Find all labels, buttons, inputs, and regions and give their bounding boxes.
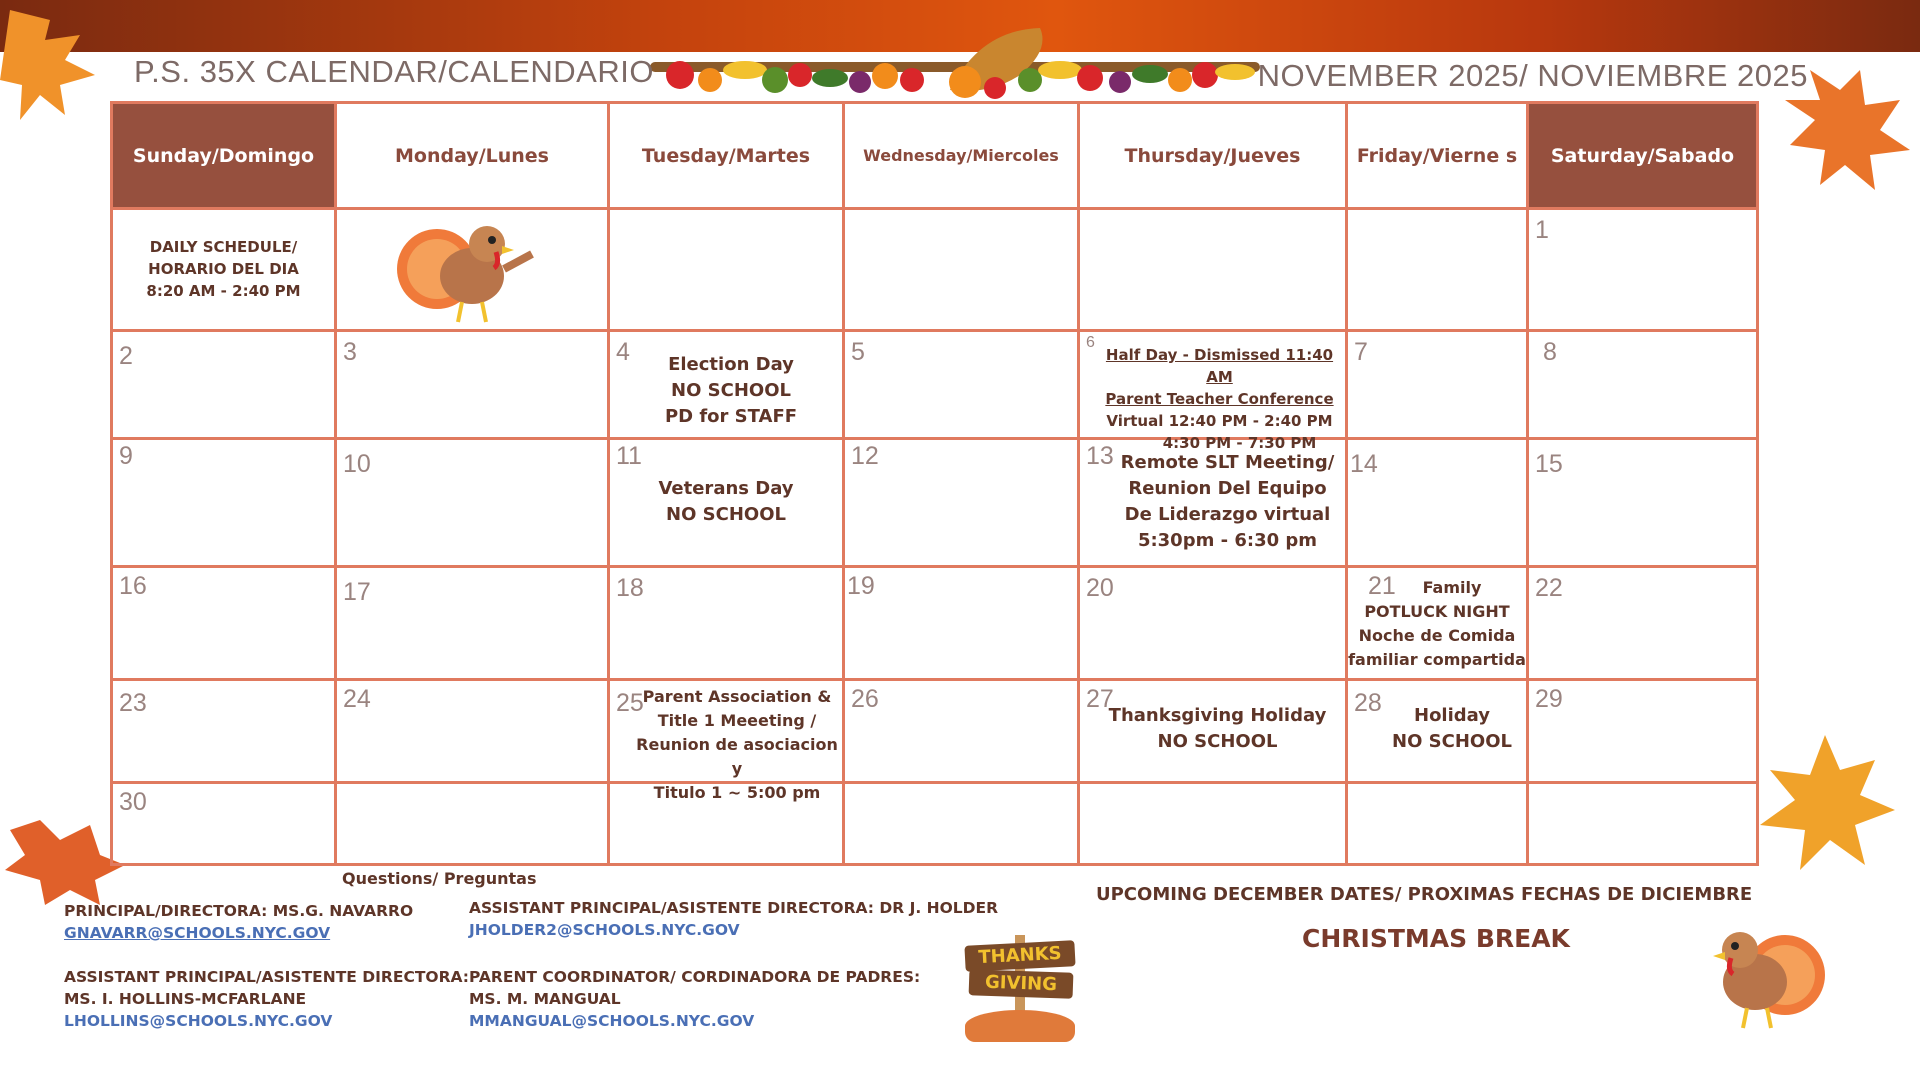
day-number: 11 (616, 442, 642, 470)
day-number: 4 (616, 338, 630, 366)
month-title: NOVEMBER 2025/ NOVIEMBRE 2025 (1257, 58, 1808, 93)
day-cell (609, 783, 844, 865)
day-number: 5 (851, 338, 865, 366)
weekday-header: Friday/Vierne s (1347, 103, 1528, 209)
questions-label: Questions/ Preguntas (342, 869, 537, 888)
day-cell (1347, 331, 1528, 439)
weekday-header: Thursday/Jueves (1079, 103, 1347, 209)
maple-leaf-icon (1750, 730, 1900, 880)
day-number: 25 (616, 689, 644, 717)
day-cell (336, 209, 609, 331)
parent-coordinator-contact: PARENT COORDINATOR/ CORDINADORA DE PADRES: MS. M. MANGUAL MMANGUAL@SCHOOLS.NYC.GOV (469, 968, 921, 1030)
day-number: 16 (119, 572, 147, 600)
day-number: 7 (1354, 338, 1368, 366)
day-number: 18 (616, 574, 644, 602)
day-number: 1 (1535, 216, 1549, 244)
day-cell (336, 331, 609, 439)
principal-contact: PRINCIPAL/DIRECTORA: MS.G. NAVARRO GNAVARR@SCHOOLS.NYC.GOV (64, 902, 414, 942)
assistant-principal-2-contact: ASSISTANT PRINCIPAL/ASISTENTE DIRECTORA: DR J. HOLDER JHOLDER2@SCHOOLS.NYC.GOV (469, 899, 999, 939)
day-cell (609, 331, 844, 439)
day-cell (844, 331, 1079, 439)
day-cell (112, 567, 336, 680)
day-number: 12 (851, 442, 879, 470)
day-cell (844, 209, 1079, 331)
day-cell (1079, 783, 1347, 865)
weekday-header: Saturday/Sabado (1528, 103, 1758, 209)
day-cell (336, 439, 609, 567)
day-cell (1347, 783, 1528, 865)
day-cell (1079, 331, 1347, 452)
event-slt-meeting: Remote SLT Meeting/ Reunion Del Equipo De Liderazgo virtual 5:30pm - 6:30 pm (1120, 452, 1335, 551)
cornucopia-icon (650, 20, 1260, 110)
thanksgiving-sign-icon: THANKS GIVING (955, 925, 1085, 1050)
day-number: 21 (1368, 572, 1396, 600)
event-election-day: Election Day NO SCHOOL PD for STAFF (664, 354, 798, 427)
day-cell (112, 680, 336, 783)
day-cell (1347, 680, 1528, 783)
day-number: 2 (119, 342, 133, 370)
upcoming-dates-title: UPCOMING DECEMBER DATES/ PROXIMAS FECHAS DE DICIEMBRE (1096, 884, 1753, 905)
day-number: 9 (119, 442, 133, 470)
day-number: 23 (119, 689, 147, 717)
assistant-principal-1-contact: ASSISTANT PRINCIPAL/ASISTENTE DIRECTORA: MS. I. HOLLINS-MCFARLANE LHOLLINS@SCHOOLS.NYC.GOV (64, 968, 469, 1030)
event-thanksgiving-holiday: Thanksgiving Holiday NO SCHOOL (1108, 705, 1327, 752)
weekday-header: Monday/Lunes (336, 103, 609, 209)
day-number: 3 (343, 338, 357, 366)
daily-schedule: DAILY SCHEDULE/ HORARIO DEL DIA 8:20 AM - 2:40 PM (146, 238, 301, 300)
day-number: 15 (1535, 450, 1563, 478)
day-number: 20 (1086, 574, 1114, 602)
event-half-day: Half Day - Dismissed 11:40 AM Parent Teacher Conference Virtual 12:40 PM - 2:40 PM 4:30 PM - 7:30 PM (1105, 346, 1334, 452)
calendar-grid (110, 101, 1759, 866)
day-cell (1528, 680, 1758, 783)
day-number: 6 (1086, 334, 1095, 351)
day-cell (609, 567, 844, 680)
event-parent-association: Parent Association & Title 1 Meeeting / Reunion de asociacion y Titulo 1 ~ 5:00 pm (636, 687, 838, 802)
day-cell (1528, 439, 1758, 567)
principal-email-link[interactable]: GNAVARR@SCHOOLS.NYC.GOV (64, 924, 331, 942)
day-number: 10 (343, 450, 371, 478)
turkey-icon (392, 214, 542, 326)
day-cell (1347, 209, 1528, 331)
day-cell (609, 439, 844, 567)
day-cell (844, 439, 1079, 567)
day-cell (844, 567, 1079, 680)
day-cell (112, 331, 336, 439)
day-cell (1347, 567, 1528, 680)
pc-email-link[interactable]: MMANGUAL@SCHOOLS.NYC.GOV (469, 1012, 755, 1030)
day-number: 29 (1535, 685, 1563, 713)
day-number: 30 (119, 788, 147, 816)
day-number: 28 (1354, 689, 1382, 717)
day-number: 24 (343, 685, 371, 713)
calendar-title: P.S. 35X CALENDAR/CALENDARIO (134, 54, 654, 89)
day-cell (844, 783, 1079, 865)
event-veterans-day: Veterans Day NO SCHOOL (658, 478, 794, 525)
day-cell (1079, 209, 1347, 331)
day-cell (1347, 439, 1528, 567)
event-potluck-night: Family POTLUCK NIGHT Noche de Comida familiar compartida (1348, 578, 1526, 669)
day-number: 14 (1350, 450, 1378, 478)
day-cell (112, 439, 336, 567)
maple-leaf-icon (0, 0, 120, 140)
day-number: 19 (847, 572, 875, 600)
day-cell (844, 680, 1079, 783)
weekday-header: Wednesday/Miercoles (844, 103, 1079, 209)
day-cell (1079, 439, 1347, 567)
day-cell (1528, 567, 1758, 680)
day-cell (609, 680, 844, 802)
event-holiday: Holiday NO SCHOOL (1392, 705, 1512, 752)
christmas-break-label: CHRISTMAS BREAK (1302, 924, 1570, 953)
weekday-header: Sunday/Domingo (112, 103, 336, 209)
weekday-header: Tuesday/Martes (609, 103, 844, 209)
day-cell (336, 783, 609, 865)
ap2-email-link[interactable]: JHOLDER2@SCHOOLS.NYC.GOV (469, 921, 740, 939)
day-number: 27 (1086, 685, 1114, 713)
day-cell (1528, 783, 1758, 865)
day-number: 8 (1543, 338, 1557, 366)
day-number: 13 (1086, 442, 1114, 470)
turkey-icon (1685, 920, 1835, 1035)
day-cell (1079, 567, 1347, 680)
day-cell (336, 680, 609, 783)
day-cell (112, 209, 336, 331)
day-cell (112, 783, 336, 865)
day-cell (1079, 680, 1347, 783)
day-cell (336, 567, 609, 680)
day-cell (1528, 331, 1758, 439)
day-number: 26 (851, 685, 879, 713)
day-cell (1528, 209, 1758, 331)
day-cell (609, 209, 844, 331)
ap1-email-link[interactable]: LHOLLINS@SCHOOLS.NYC.GOV (64, 1012, 333, 1030)
day-number: 17 (343, 578, 371, 606)
day-number: 22 (1535, 574, 1563, 602)
